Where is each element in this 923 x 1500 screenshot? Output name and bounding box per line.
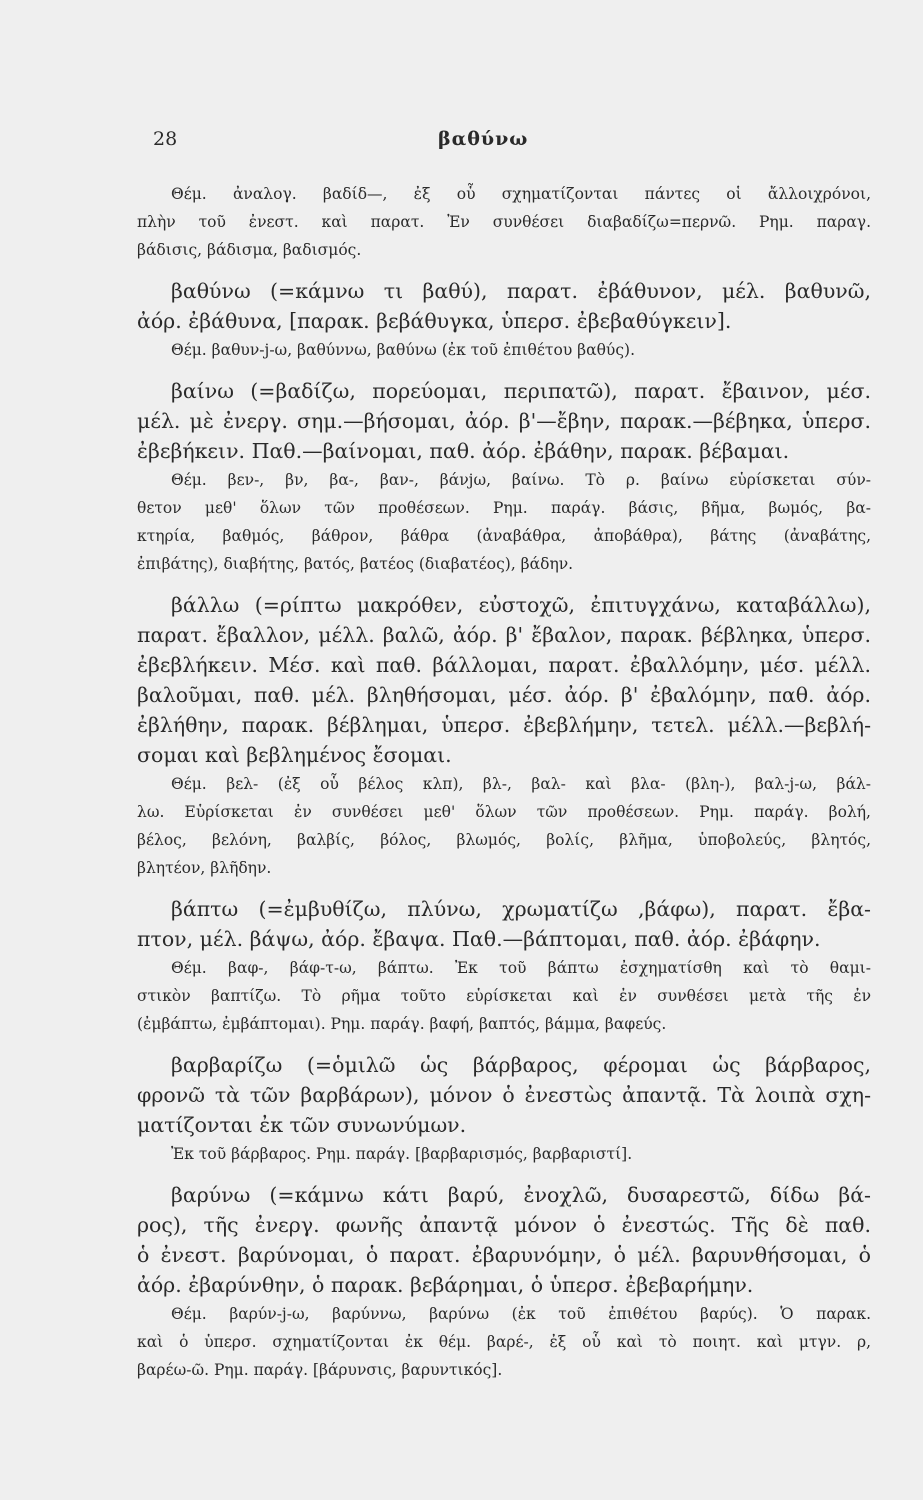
text-line: ρος), τῆς ἐνεργ. φωνῆς ἀπαντᾷ μόνον ὁ ἐνεστώς. Τῆς δὲ παθ. [137, 1213, 871, 1237]
text-line: Θέμ. ἀναλογ. βαδίδ—, ἐξ οὗ σχηματίζονται πάντες οἱ ἄλλοιχρόνοι, [171, 185, 871, 203]
text-line: σομαι καὶ βεβλημένος ἔσομαι. [137, 743, 452, 767]
text-line: ἐβεβήκειν. Παθ.—βαίνομαι, παθ. ἀόρ. ἐβάθην, παρακ. βέβαμαι. [137, 439, 790, 463]
text-line: ἐβλήθην, παρακ. βέβλημαι, ὑπερσ. ἐβεβλήμην, τετελ. μέλλ.—βεβλή- [137, 713, 871, 737]
text-line: κτηρία, βαθμός, βάθρον, βάθρα (ἀναβάθρα, ἀποβάθρα), βάτης (ἀναβάτης, [137, 527, 871, 545]
text-line: στικὸν βαπτίζω. Τὸ ρῆμα τοῦτο εὑρίσκεται καὶ ἐν συνθέσει μετὰ τῆς ἐν [137, 987, 871, 1005]
etymology-paragraph [137, 180, 871, 264]
entry-paragraph [137, 1180, 871, 1300]
text-line: βάλλω (=ρίπτω μακρόθεν, εὐστοχῶ, ἐπιτυγχάνω, καταβάλλω), [171, 593, 871, 617]
etymology-paragraph [137, 770, 871, 882]
text-line: ἐβεβλήκειν. Μέσ. καὶ παθ. βάλλομαι, παρατ. ἐβαλλόμην, μέσ. μέλλ. [137, 653, 871, 677]
etymology-paragraph [137, 466, 871, 578]
text-line: πλὴν τοῦ ἐνεστ. καὶ παρατ. Ἐν συνθέσει διαβαδίζω=περνῶ. Ρημ. παραγ. [137, 213, 871, 231]
entry-paragraph [137, 376, 871, 466]
text-line: Θέμ. βεν-, βν, βα-, βαν-, βάνjω, βαίνω. Τὸ ρ. βαίνω εὑρίσκεται σύν- [171, 471, 871, 489]
text-line: βαρύνω (=κάμνω κάτι βαρύ, ἐνοχλῶ, δυσαρεστῶ, δίδω βά- [171, 1183, 871, 1207]
text-line: ὁ ἐνεστ. βαρύνομαι, ὁ παρατ. ἐβαρυνόμην, ὁ μέλ. βαρυνθήσομαι, ὁ [137, 1243, 871, 1267]
text-line: βαθύνω (=κάμνω τι βαθύ), παρατ. ἐβάθυνον, μέλ. βαθυνῶ, [171, 279, 871, 303]
etymology-paragraph [137, 954, 871, 1038]
text-line: πτον, μέλ. βάψω, ἀόρ. ἔβαψα. Παθ.—βάπτομαι, παθ. ἀόρ. ἐβάφην. [137, 927, 821, 951]
text-line: φρονῶ τὰ τῶν βαρβάρων), μόνον ὁ ἐνεστὼς ἀπαντᾷ. Τὰ λοιπὰ σχη- [137, 1083, 871, 1107]
text-line: βάπτω (=ἐμβυθίζω, πλύνω, χρωματίζω ,βάφω), παρατ. ἔβα- [171, 897, 871, 921]
text-line: Θέμ. βελ- (ἐξ οὗ βέλος κλπ), βλ-, βαλ- καὶ βλα- (βλη-), βαλ-j-ω, βάλ- [171, 775, 871, 793]
text-line: βαίνω (=βαδίζω, πορεύομαι, περιπατῶ), παρατ. ἔβαινον, μέσ. [171, 379, 871, 403]
text-line: Θέμ. βαθυν-j-ω, βαθύννω, βαθύνω (ἐκ τοῦ ἐπιθέτου βαθύς). [171, 341, 636, 359]
text-line: βαρβαρίζω (=ὁμιλῶ ὡς βάρβαρος, φέρομαι ὡς βάρβαρος, [171, 1053, 871, 1077]
text-line: Θέμ. βαρύν-j-ω, βαρύννω, βαρύνω (ἐκ τοῦ ἐπιθέτου βαρύς). Ὁ παρακ. [171, 1305, 871, 1323]
etymology-paragraph [137, 1140, 871, 1168]
text-line: βλητέον, βλῆδην. [137, 859, 272, 877]
entry-paragraph [137, 590, 871, 770]
text-line: Θέμ. βαφ-, βάφ-τ-ω, βάπτω. Ἐκ τοῦ βάπτω ἐσχηματίσθη καὶ τὸ θαμι- [171, 959, 871, 977]
entry-paragraph [137, 276, 871, 336]
text-line: ματίζονται ἐκ τῶν συνωνύμων. [137, 1113, 467, 1137]
entry-paragraph [137, 1050, 871, 1140]
text-line: θετον μεθ' ὅλων τῶν προθέσεων. Ρημ. παράγ. βάσις, βῆμα, βωμός, βα- [137, 499, 871, 517]
text-line: ἐπιβάτης), διαβήτης, βατός, βατέος (διαβατέος), βάδην. [137, 555, 574, 573]
text-line: βαλοῦμαι, παθ. μέλ. βληθήσομαι, μέσ. ἀόρ. β' ἐβαλόμην, παθ. ἀόρ. [137, 683, 871, 707]
etymology-paragraph [137, 336, 871, 364]
text-line: βαρέω-ῶ. Ρημ. παράγ. [βάρυνσις, βαρυντικός]. [137, 1361, 503, 1379]
text-line: μέλ. μὲ ἐνεργ. σημ.—βήσομαι, ἀόρ. β'—ἔβην, παρακ.—βέβηκα, ὑπερσ. [137, 409, 871, 433]
running-head: βαθύνω [438, 128, 529, 150]
etymology-paragraph [137, 1300, 871, 1384]
text-line: βάδισις, βάδισμα, βαδισμός. [137, 241, 362, 259]
text-line: ἀόρ. ἐβαρύνθην, ὁ παρακ. βεβάρημαι, ὁ ὑπερσ. ἐβεβαρήμην. [137, 1273, 754, 1297]
text-line: παρατ. ἔβαλλον, μέλλ. βαλῶ, ἀόρ. β' ἔβαλον, παρακ. βέβληκα, ὑπερσ. [137, 623, 871, 647]
text-line: Ἐκ τοῦ βάρβαρος. Ρημ. παράγ. [βαρβαρισμός, βαρβαριστί]. [171, 1145, 633, 1163]
text-line: λω. Εὑρίσκεται ἐν συνθέσει μεθ' ὅλων τῶν προθέσεων. Ρημ. παράγ. βολή, [137, 803, 871, 821]
text-line: ἀόρ. ἐβάθυνα, [παρακ. βεβάθυγκα, ὑπερσ. ἐβεβαθύγκειν]. [137, 309, 732, 333]
page-number: 28 [153, 128, 178, 150]
dictionary-text [137, 180, 871, 1384]
text-line: (ἐμβάπτω, ἐμβάπτομαι). Ρημ. παράγ. βαφή, βαπτός, βάμμα, βαφεύς. [137, 1015, 667, 1033]
text-line: καὶ ὁ ὑπερσ. σχηματίζονται ἐκ θέμ. βαρέ-, ἐξ οὗ καὶ τὸ ποιητ. καὶ μτγν. ρ, [137, 1333, 871, 1351]
entry-paragraph [137, 894, 871, 954]
page-header [0, 128, 923, 158]
text-line: βέλος, βελόνη, βαλβίς, βόλος, βλωμός, βολίς, βλῆμα, ὑποβολεύς, βλητός, [137, 831, 871, 849]
